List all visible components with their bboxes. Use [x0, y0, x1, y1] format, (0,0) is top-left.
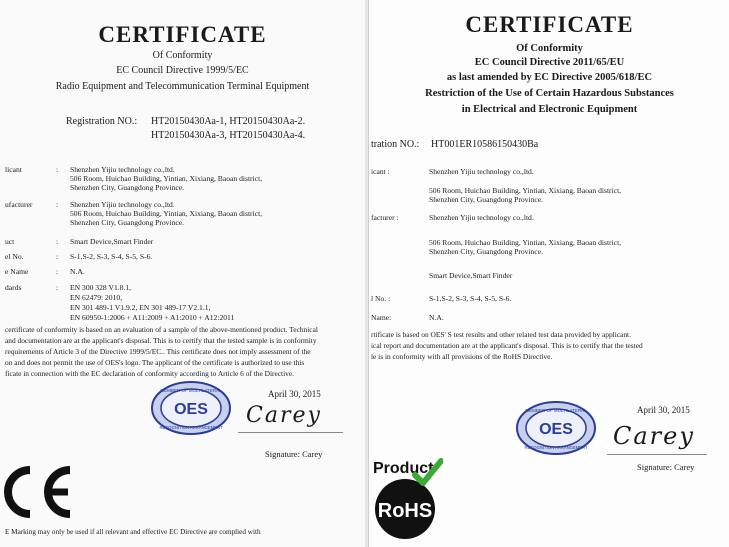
signature-line [238, 432, 343, 433]
seal-top-text: MEMBER OF MULTILATERAL [160, 388, 222, 393]
certificate-title: CERTIFICATE [98, 22, 267, 47]
subtitle-scope: Radio Equipment and Telecommunication Terminal Equipment [55, 81, 310, 92]
trade-name-value: N.A. [429, 313, 444, 322]
subtitle-amendment: as last amended by EC Directive 2005/618/EC [446, 72, 653, 83]
colon: : [56, 267, 59, 276]
subtitle-restriction: Restriction of the Use of Certain Hazardous Substances [425, 88, 674, 99]
colon: : [56, 283, 59, 292]
date: April 30, 2015 [268, 389, 321, 399]
handwritten-signature: Carey [246, 403, 322, 428]
handwritten-signature: Carey [613, 422, 695, 450]
colon: : [56, 165, 59, 174]
statement-line: on and does not permit the use of OES's logo. The applicant of the certificate is authorized to use this [5, 358, 305, 367]
rohs-product-text: Product [373, 460, 434, 477]
subtitle-directive: EC Council Directive 2011/65/EU [474, 57, 625, 68]
applicant-line: 506 Room, Huichao Building, Yintian, Xixiang, Baoan district, [70, 174, 263, 183]
colon: : [56, 200, 59, 209]
seal-bottom-text: RECOGNITION ARRANGEMENT [159, 425, 223, 430]
rohs-text: RoHS [377, 500, 433, 522]
manufacturer-address: Shenzhen City, Guangdong Province. [429, 247, 544, 256]
trade-name-label: e Name [5, 267, 29, 276]
registration-value: HT001ER10586150430Ba [431, 139, 539, 150]
applicant-label: icant : [371, 167, 390, 176]
certificate-title: CERTIFICATE [465, 12, 634, 37]
statement-line: certificate of conformity is based on an evaluation of a sample of the above-mentioned product. Technical [5, 325, 318, 334]
seal-bottom-text: RECOGNITION ARRANGEMENT [524, 445, 588, 450]
subtitle-conformity: Of Conformity [152, 50, 213, 61]
registration-label: Registration NO.: [66, 116, 138, 127]
manufacturer-line: Shenzhen City, Guangdong Province. [70, 218, 185, 227]
product-label: uct [5, 237, 15, 246]
statement-line: rtificate is based on OES' S test results and other related test data provided by applicant. [371, 330, 631, 339]
registration-value-2: HT20150430Aa-3, HT20150430Aa-4. [151, 130, 306, 141]
applicant-address: Shenzhen City, Guangdong Province. [429, 195, 544, 204]
trade-name-label: Name: [371, 313, 392, 322]
product-value: Smart Device,Smart Finder [70, 237, 154, 246]
standard-line: EN 301 489-1 V1.9.2, EN 301 489-17 V2.1.1, [70, 303, 211, 312]
seal-top-text: MEMBER OF MULTILATERAL [525, 408, 587, 413]
subtitle-scope: in Electrical and Electronic Equipment [461, 104, 638, 115]
seal-center-text: OES [174, 401, 208, 418]
oes-seal-icon [515, 400, 597, 456]
applicant-address: 506 Room, Huichao Building, Yintian, Xixiang, Baoan district, [429, 186, 622, 195]
applicant-line: Shenzhen City, Guangdong Province. [70, 183, 185, 192]
date: April 30, 2015 [637, 405, 690, 415]
manufacturer-label: ufacturer [5, 200, 33, 209]
statement-line: ical report and documentation are at the applicant's disposal. This is to certify that the tested [371, 341, 643, 350]
colon: : [56, 237, 59, 246]
oes-seal-icon [150, 380, 232, 436]
applicant-value: Shenzhen Yijiu technology co.,ltd. [429, 167, 534, 176]
model-value: S-1,S-2, S-3, S-4, S-5, S-6. [70, 252, 153, 261]
signature-line [607, 454, 707, 455]
colon: : [56, 252, 59, 261]
manufacturer-label: facturer : [371, 213, 399, 222]
applicant-line: Shenzhen Yijiu technology co.,ltd. [70, 165, 175, 174]
registration-label: tration NO.: [371, 139, 420, 150]
model-value: S-1,S-2, S-3, S-4, S-5, S-6. [429, 294, 512, 303]
registration-value-1: HT20150430Aa-1, HT20150430Aa-2. [151, 116, 306, 127]
statement-line: le is in conformity with all provisions of the RoHS Directive. [371, 352, 553, 361]
manufacturer-line: 506 Room, Huichao Building, Yintian, Xixiang, Baoan district, [70, 209, 263, 218]
ce-mark-icon [0, 462, 80, 522]
statement-line: requirements of Article 3 of the Directive 1999/5/EC.. This certificate does not imply assessment of the [5, 347, 311, 356]
standard-line: EN 62479: 2010, [70, 293, 123, 302]
standard-line: EN 60950-1:2006 + A11:2009 + A1:2010 + A12:2011 [70, 313, 235, 322]
signature-label: Signature: Carey [637, 462, 695, 472]
trade-name-value: N.A. [70, 267, 85, 276]
model-label: l No. : [371, 294, 391, 303]
manufacturer-address: 506 Room, Huichao Building, Yintian, Xixiang, Baoan district, [429, 238, 622, 247]
statement-line: and documentation are at the applicant's disposal. This is to certify that the tested sample is in conformity [5, 336, 317, 345]
signature-label: Signature: Carey [265, 449, 323, 459]
standard-line: EN 300 328 V1.8.1, [70, 283, 132, 292]
applicant-label: licant [5, 165, 22, 174]
product-value: Smart Device,Smart Finder [429, 271, 513, 280]
ce-footer-note: E Marking may only be used if all relevant and effective EC Directive are complied with [5, 528, 261, 536]
manufacturer-value: Shenzhen Yijiu technology co.,ltd. [429, 213, 534, 222]
statement-line: ficate in connection with the EC declaration of conformity according to Article 6 of the Directive. [5, 369, 294, 378]
manufacturer-line: Shenzhen Yijiu technology co.,ltd. [70, 200, 175, 209]
subtitle-directive: EC Council Directive 1999/5/EC [116, 65, 249, 76]
model-label: el No. [5, 252, 24, 261]
standards-label: dards [5, 283, 22, 292]
subtitle-conformity: Of Conformity [516, 43, 583, 54]
certificate-rohs [368, 0, 729, 547]
rohs-logo-icon [371, 457, 443, 543]
seal-center-text: OES [539, 421, 573, 438]
